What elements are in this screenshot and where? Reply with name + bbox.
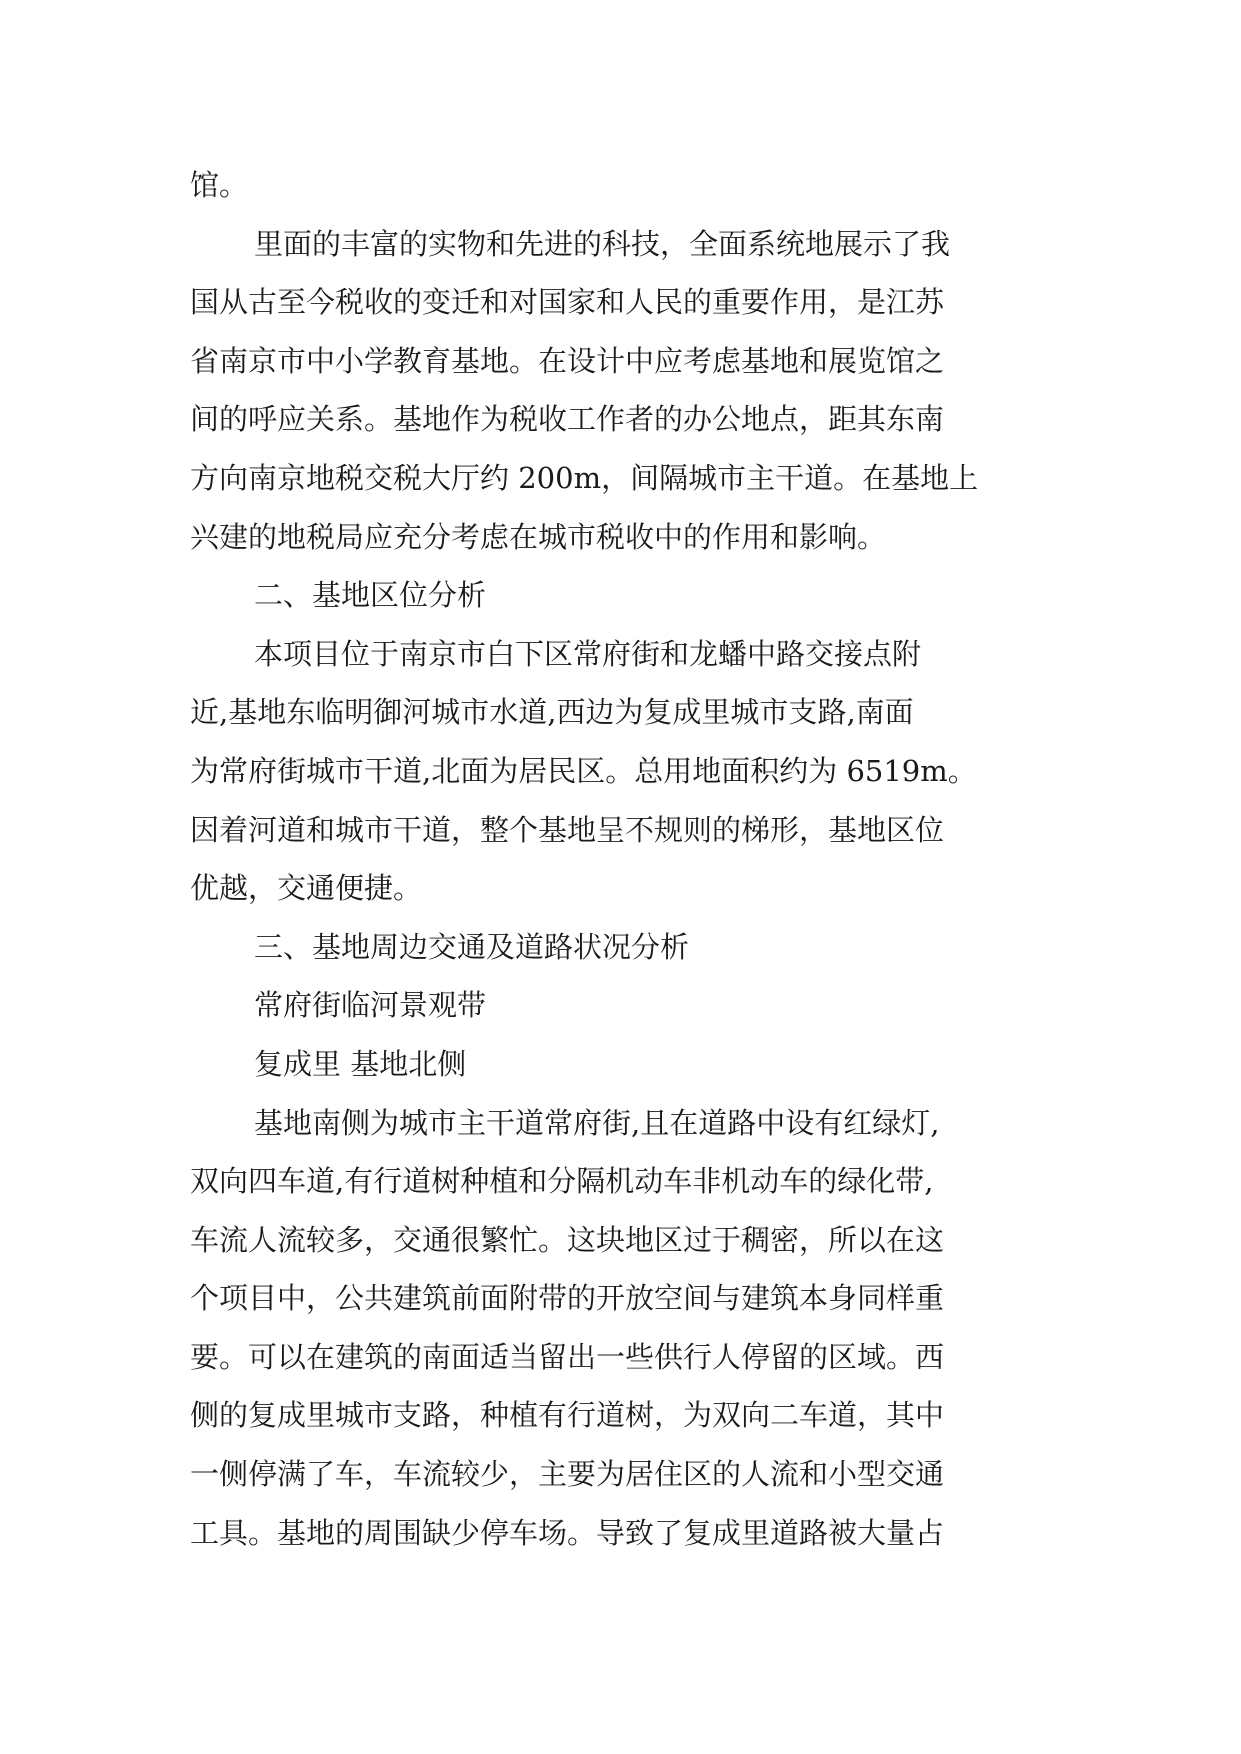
text-line: 要。可以在建筑的南面适当留出一些供行人停留的区域。西 xyxy=(190,1339,945,1374)
text-line: 优越，交通便捷。 xyxy=(190,871,423,906)
text-line: 本项目位于南京市白下区常府街和龙蟠中路交接点附 xyxy=(254,636,922,671)
text-line: 方向南京地税交税大厅约 200m，间隔城市主干道。在基地上 xyxy=(190,460,979,495)
text-line: 国从古至今税收的变迁和对国家和人民的重要作用，是江苏 xyxy=(190,285,945,320)
text-line: 基地南侧为城市主干道常府街,且在道路中设有红绿灯, xyxy=(254,1105,940,1140)
text-line: 复成里 基地北侧 xyxy=(254,1046,467,1081)
text-line: 省南京市中小学教育基地。在设计中应考虑基地和展览馆之 xyxy=(190,343,945,378)
text-line: 三、基地周边交通及道路状况分析 xyxy=(254,929,690,964)
text-line: 车流人流较多，交通很繁忙。这块地区过于稠密，所以在这 xyxy=(190,1222,945,1257)
text-line: 侧的复成里城市支路，种植有行道树，为双向二车道，其中 xyxy=(190,1398,945,1433)
text-line: 间的呼应关系。基地作为税收工作者的办公地点，距其东南 xyxy=(190,402,945,437)
text-line: 二、基地区位分析 xyxy=(254,578,487,613)
text-line: 双向四车道,有行道树种植和分隔机动车非机动车的绿化带, xyxy=(190,1164,934,1199)
text-line: 兴建的地税局应充分考虑在城市税收中的作用和影响。 xyxy=(190,519,887,554)
text-line: 因着河道和城市干道，整个基地呈不规则的梯形，基地区位 xyxy=(190,812,945,847)
text-line: 工具。基地的周围缺少停车场。导致了复成里道路被大量占 xyxy=(190,1515,945,1550)
text-line: 一侧停满了车，车流较少，主要为居住区的人流和小型交通 xyxy=(190,1457,945,1492)
document-body xyxy=(190,156,1060,1562)
text-line: 常府街临河景观带 xyxy=(254,988,487,1023)
text-line: 个项目中，公共建筑前面附带的开放空间与建筑本身同样重 xyxy=(190,1281,945,1316)
text-line: 馆。 xyxy=(190,168,249,202)
text-line: 为常府街城市干道,北面为居民区。总用地面积约为 6519m。 xyxy=(190,753,977,788)
text-line: 里面的丰富的实物和先进的科技，全面系统地展示了我 xyxy=(254,226,951,261)
text-line: 近,基地东临明御河城市水道,西边为复成里城市支路,南面 xyxy=(190,695,914,730)
